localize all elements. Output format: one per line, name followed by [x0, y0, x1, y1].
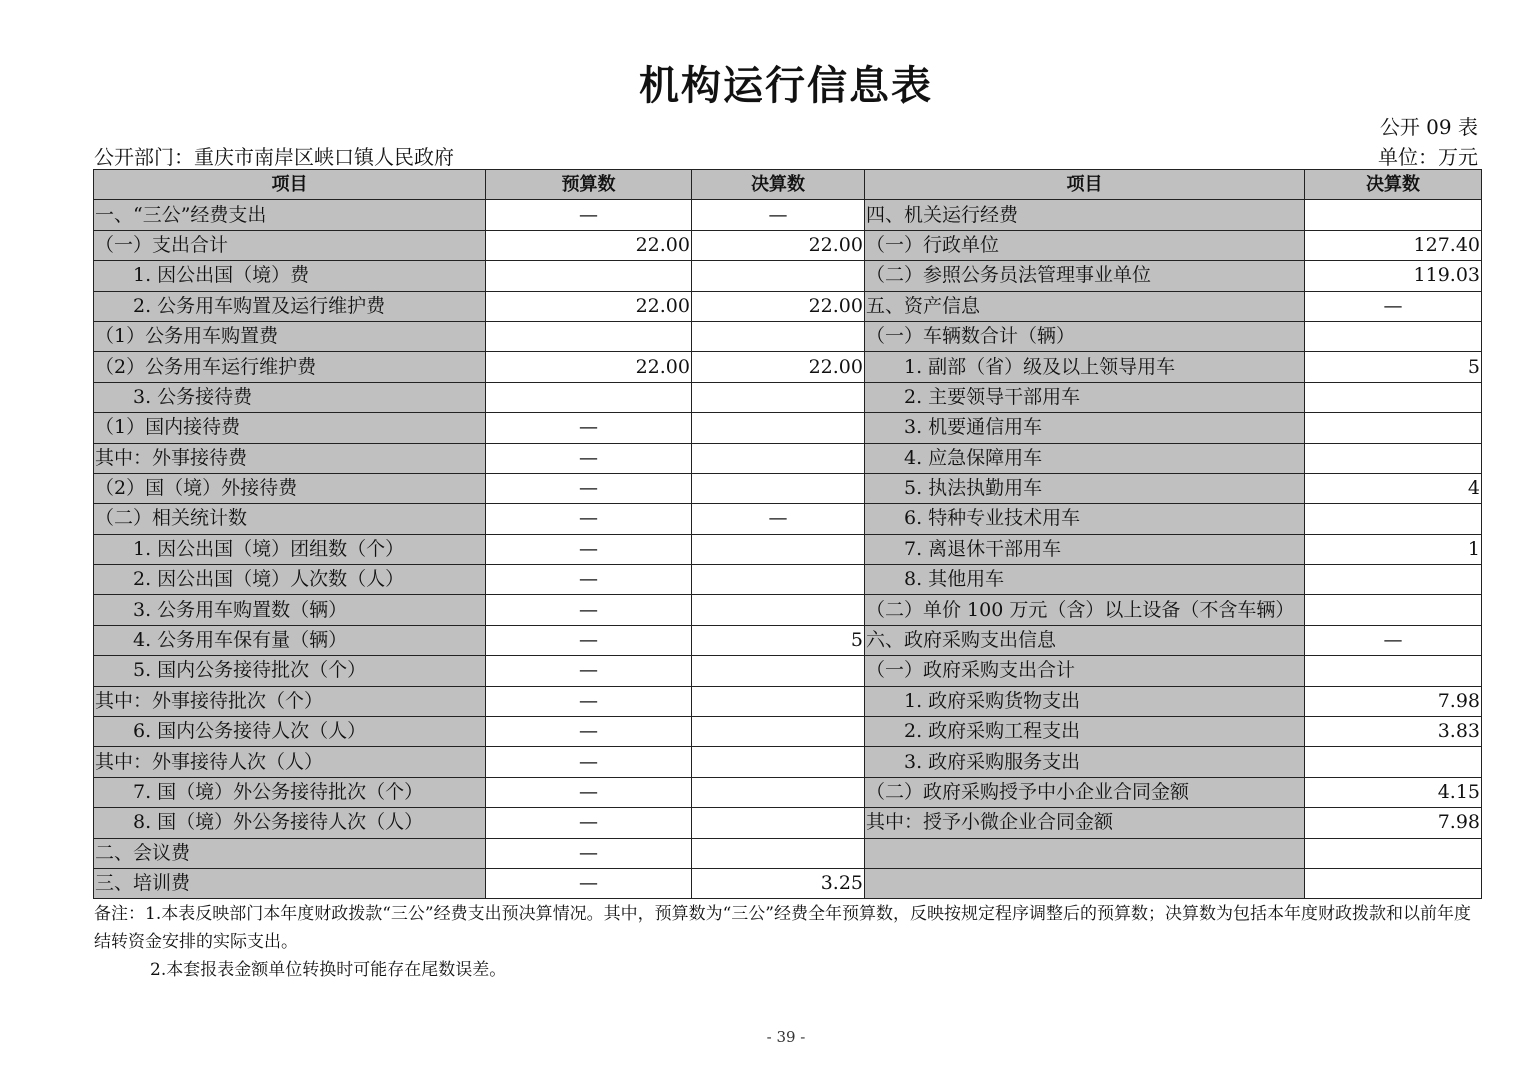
cell-budget: —: [486, 534, 692, 564]
cell-item-right: （二）单价 100 万元（含）以上设备（不含车辆）: [865, 595, 1305, 625]
cell-final-left: [692, 747, 865, 777]
cell-budget: —: [486, 625, 692, 655]
cell-final-left: —: [692, 504, 865, 534]
page-title: 机构运行信息表: [639, 63, 933, 109]
cell-item-right: 1. 副部（省）级及以上领导用车: [865, 352, 1305, 382]
cell-final-right: —: [1305, 625, 1482, 655]
header-budget: 预算数: [486, 170, 692, 200]
table-body: [94, 200, 1482, 899]
cell-budget: —: [486, 838, 692, 868]
cell-final-left: [692, 808, 865, 838]
cell-budget: —: [486, 200, 692, 230]
table-row: [94, 625, 1482, 655]
cell-item-left: （1）公务用车购置费: [94, 321, 486, 351]
cell-final-right: [1305, 656, 1482, 686]
cell-final-right: 5: [1305, 352, 1482, 382]
cell-final-right: [1305, 747, 1482, 777]
cell-item-left: 2. 因公出国（境）人次数（人）: [94, 565, 486, 595]
cell-item-right: 3. 政府采购服务支出: [865, 747, 1305, 777]
table-row: [94, 382, 1482, 412]
cell-final-left: 22.00: [692, 352, 865, 382]
cell-item-right: 六、政府采购支出信息: [865, 625, 1305, 655]
cell-final-right: [1305, 443, 1482, 473]
cell-item-right: （一）政府采购支出合计: [865, 656, 1305, 686]
cell-final-right: [1305, 838, 1482, 868]
cell-budget: —: [486, 717, 692, 747]
cell-budget: —: [486, 413, 692, 443]
cell-item-right: （一）行政单位: [865, 230, 1305, 260]
cell-final-left: [692, 838, 865, 868]
table-row: [94, 200, 1482, 230]
header-item-left: 项目: [94, 170, 486, 200]
cell-budget: —: [486, 595, 692, 625]
cell-item-right: 其中：授予小微企业合同金额: [865, 808, 1305, 838]
cell-item-right: 6. 特种专业技术用车: [865, 504, 1305, 534]
cell-item-left: 5. 国内公务接待批次（个）: [94, 656, 486, 686]
cell-final-right: [1305, 413, 1482, 443]
cell-budget: —: [486, 808, 692, 838]
cell-item-right: （二）参照公务员法管理事业单位: [865, 261, 1305, 291]
table-row: [94, 777, 1482, 807]
cell-final-left: 3.25: [692, 868, 865, 898]
cell-budget: —: [486, 656, 692, 686]
cell-final-right: [1305, 595, 1482, 625]
table-row: [94, 473, 1482, 503]
cell-budget: —: [486, 504, 692, 534]
cell-final-left: 22.00: [692, 230, 865, 260]
cell-item-left: 6. 国内公务接待人次（人）: [94, 717, 486, 747]
cell-item-left: （一）支出合计: [94, 230, 486, 260]
table-row: [94, 321, 1482, 351]
cell-budget: 22.00: [486, 230, 692, 260]
cell-item-left: 3. 公务接待费: [94, 382, 486, 412]
cell-item-right: 8. 其他用车: [865, 565, 1305, 595]
table-row: [94, 747, 1482, 777]
cell-item-left: 三、培训费: [94, 868, 486, 898]
page-number: - 39 -: [766, 1028, 806, 1046]
table-row: [94, 656, 1482, 686]
cell-final-left: [692, 382, 865, 412]
cell-final-left: [692, 534, 865, 564]
cell-item-right: 5. 执法执勤用车: [865, 473, 1305, 503]
table-row: [94, 443, 1482, 473]
header-final-right: 决算数: [1305, 170, 1482, 200]
cell-final-left: [692, 686, 865, 716]
cell-item-left: （1）国内接待费: [94, 413, 486, 443]
cell-item-left: 其中：外事接待人次（人）: [94, 747, 486, 777]
department-label: 公开部门：重庆市南岸区峡口镇人民政府: [94, 145, 454, 169]
cell-item-left: 4. 公务用车保有量（辆）: [94, 625, 486, 655]
table-row: [94, 534, 1482, 564]
cell-item-right: 7. 离退休干部用车: [865, 534, 1305, 564]
table-row: [94, 686, 1482, 716]
cell-budget: —: [486, 777, 692, 807]
cell-final-left: [692, 321, 865, 351]
unit-label: 单位：万元: [1378, 145, 1478, 169]
table-row: [94, 291, 1482, 321]
table-row: [94, 413, 1482, 443]
cell-final-right: 3.83: [1305, 717, 1482, 747]
cell-item-left: （2）国（境）外接待费: [94, 473, 486, 503]
report-table: [93, 169, 1482, 899]
cell-item-right: 4. 应急保障用车: [865, 443, 1305, 473]
table-row: [94, 565, 1482, 595]
cell-final-left: —: [692, 200, 865, 230]
cell-budget: —: [486, 443, 692, 473]
cell-final-left: [692, 413, 865, 443]
note-line-2: 2.本套报表金额单位转换时可能存在尾数误差。: [150, 960, 507, 980]
cell-final-right: 7.98: [1305, 686, 1482, 716]
cell-item-left: （二）相关统计数: [94, 504, 486, 534]
table-number: 公开 09 表: [1379, 115, 1478, 139]
cell-final-right: 4.15: [1305, 777, 1482, 807]
cell-item-right: [865, 868, 1305, 898]
cell-final-right: 4: [1305, 473, 1482, 503]
cell-item-left: 其中：外事接待批次（个）: [94, 686, 486, 716]
cell-budget: —: [486, 868, 692, 898]
cell-item-left: 2. 公务用车购置及运行维护费: [94, 291, 486, 321]
table-row: [94, 838, 1482, 868]
cell-final-right: 7.98: [1305, 808, 1482, 838]
cell-item-left: 8. 国（境）外公务接待人次（人）: [94, 808, 486, 838]
notes: [94, 900, 1484, 984]
cell-item-right: [865, 838, 1305, 868]
cell-item-left: 一、“三公”经费支出: [94, 200, 486, 230]
cell-item-right: 四、机关运行经费: [865, 200, 1305, 230]
cell-final-right: [1305, 200, 1482, 230]
cell-final-left: [692, 656, 865, 686]
table-row: [94, 808, 1482, 838]
cell-item-right: 2. 政府采购工程支出: [865, 717, 1305, 747]
cell-item-right: 3. 机要通信用车: [865, 413, 1305, 443]
note-line-1: 备注：1.本表反映部门本年度财政拨款“三公”经费支出预决算情况。其中，预算数为“三公”经费全年预算数，反映按规定程序调整后的预算数；决算数为包括本年度财政拨款和以前年度结转资金安排的实际支出。: [94, 904, 1471, 952]
table-row: [94, 868, 1482, 898]
cell-final-right: [1305, 868, 1482, 898]
cell-final-left: 22.00: [692, 291, 865, 321]
cell-final-left: [692, 777, 865, 807]
cell-final-left: [692, 443, 865, 473]
cell-item-left: 1. 因公出国（境）费: [94, 261, 486, 291]
cell-item-left: 3. 公务用车购置数（辆）: [94, 595, 486, 625]
cell-budget: [486, 261, 692, 291]
cell-budget: —: [486, 686, 692, 716]
cell-item-right: （二）政府采购授予中小企业合同金额: [865, 777, 1305, 807]
cell-budget: [486, 321, 692, 351]
cell-item-left: 其中：外事接待费: [94, 443, 486, 473]
cell-final-left: [692, 473, 865, 503]
cell-final-right: 127.40: [1305, 230, 1482, 260]
table-row: [94, 352, 1482, 382]
cell-final-right: [1305, 504, 1482, 534]
table-row: [94, 595, 1482, 625]
header-item-right: 项目: [865, 170, 1305, 200]
cell-final-right: —: [1305, 291, 1482, 321]
cell-item-right: 五、资产信息: [865, 291, 1305, 321]
cell-budget: —: [486, 473, 692, 503]
table-row: [94, 504, 1482, 534]
cell-budget: —: [486, 565, 692, 595]
cell-final-right: 119.03: [1305, 261, 1482, 291]
cell-item-left: 7. 国（境）外公务接待批次（个）: [94, 777, 486, 807]
cell-final-right: [1305, 382, 1482, 412]
cell-budget: 22.00: [486, 291, 692, 321]
cell-item-left: 二、会议费: [94, 838, 486, 868]
cell-final-right: [1305, 565, 1482, 595]
cell-item-right: 2. 主要领导干部用车: [865, 382, 1305, 412]
cell-budget: [486, 382, 692, 412]
cell-final-left: [692, 261, 865, 291]
cell-item-left: 1. 因公出国（境）团组数（个）: [94, 534, 486, 564]
cell-final-left: [692, 717, 865, 747]
cell-final-left: [692, 565, 865, 595]
table-row: [94, 230, 1482, 260]
cell-final-left: 5: [692, 625, 865, 655]
table-row: [94, 261, 1482, 291]
table-header-row: [94, 170, 1482, 200]
cell-item-right: （一）车辆数合计（辆）: [865, 321, 1305, 351]
cell-budget: 22.00: [486, 352, 692, 382]
header-final-left: 决算数: [692, 170, 865, 200]
cell-final-left: [692, 595, 865, 625]
table-row: [94, 717, 1482, 747]
cell-final-right: 1: [1305, 534, 1482, 564]
cell-item-left: （2）公务用车运行维护费: [94, 352, 486, 382]
cell-final-right: [1305, 321, 1482, 351]
cell-budget: —: [486, 747, 692, 777]
cell-item-right: 1. 政府采购货物支出: [865, 686, 1305, 716]
